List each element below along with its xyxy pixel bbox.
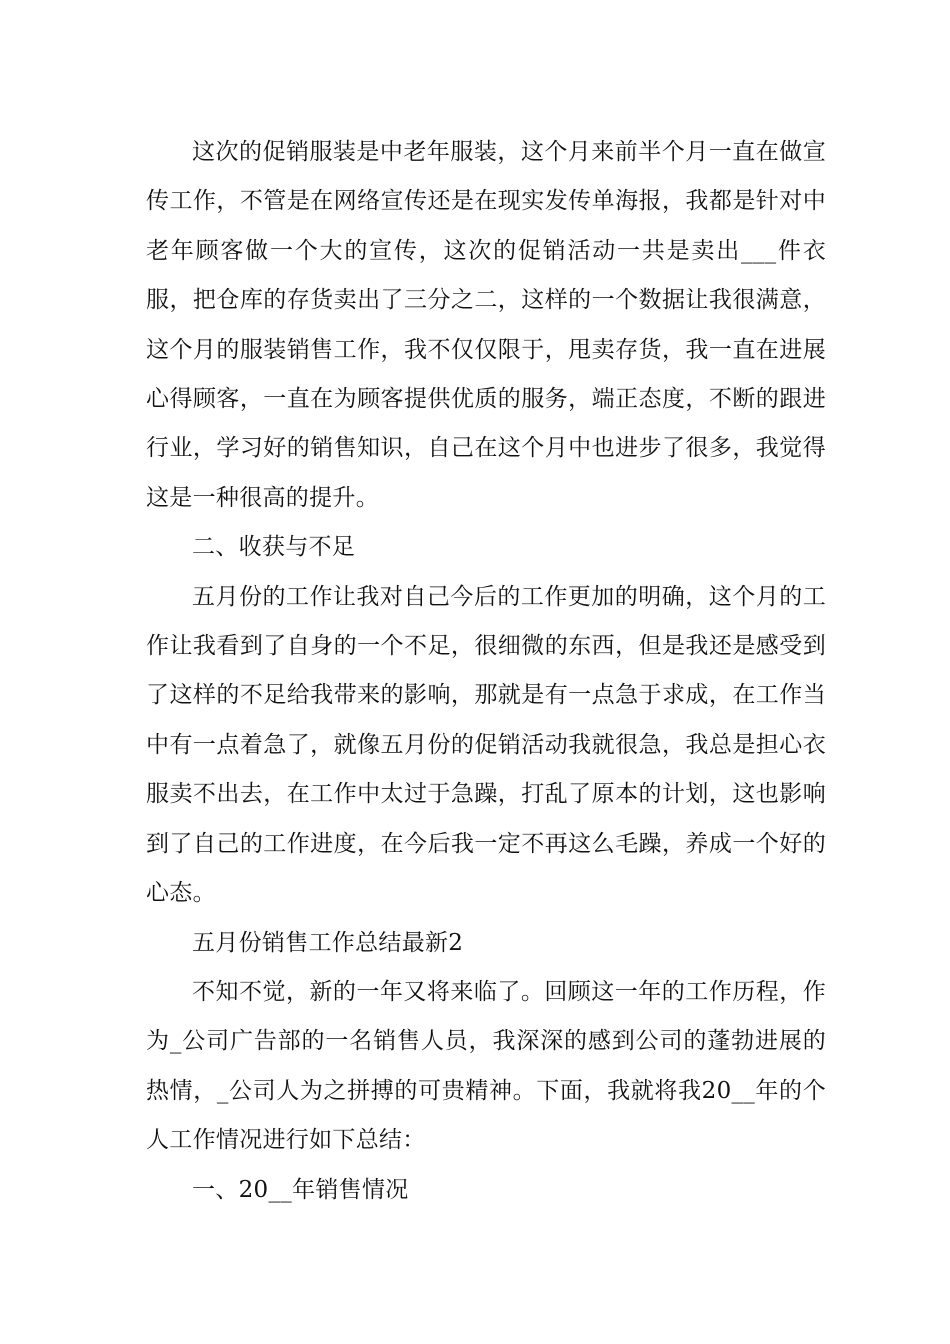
heading-gains-and-shortcomings: 二、收获与不足 (192, 534, 356, 561)
paragraph-year-review: 不知不觉，新的一年又将来临了。回顾这一年的工作历程，作为_公司广告部的一名销售人员，我深深的感到公司的蓬勃进展的热情，_公司人为之拼搏的可贵精神。下面，我就将我20__年的个人工作情况进行如下总结： (146, 978, 826, 1154)
document-page (146, 128, 826, 1215)
heading-sales-situation: 一、20__年销售情况 (192, 1176, 409, 1203)
paragraph-promotion: 这次的促销服装是中老年服装，这个月来前半个月一直在做宣传工作，不管是在网络宣传还是在现实发传单海报，我都是针对中老年顾客做一个大的宣传，这次的促销活动一共是卖出___件衣服，把仓库的存货卖出了三分之二，这样的一个数据让我很满意，这个月的服装销售工作，我不仅仅限于，甩卖存货，我一直在进展心得顾客，一直在为顾客提供优质的服务，端正态度，不断的跟进行业，学习好的销售知识，自己在这个月中也进步了很多，我觉得这是一种很高的提升。 (146, 139, 826, 511)
heading-summary-2: 五月份销售工作总结最新2 (192, 929, 464, 956)
paragraph-may-work: 五月份的工作让我对自己今后的工作更加的明确，这个月的工作让我看到了自身的一个不足，很细微的东西，但是我还是感受到了这样的不足给我带来的影响，那就是有一点急于求成，在工作当中有一点着急了，就像五月份的促销活动我就很急，我总是担心衣服卖不出去，在工作中太过于急躁，打乱了原本的计划，这也影响到了自己的工作进度，在今后我一定不再这么毛躁，养成一个好的心态。 (146, 583, 826, 907)
